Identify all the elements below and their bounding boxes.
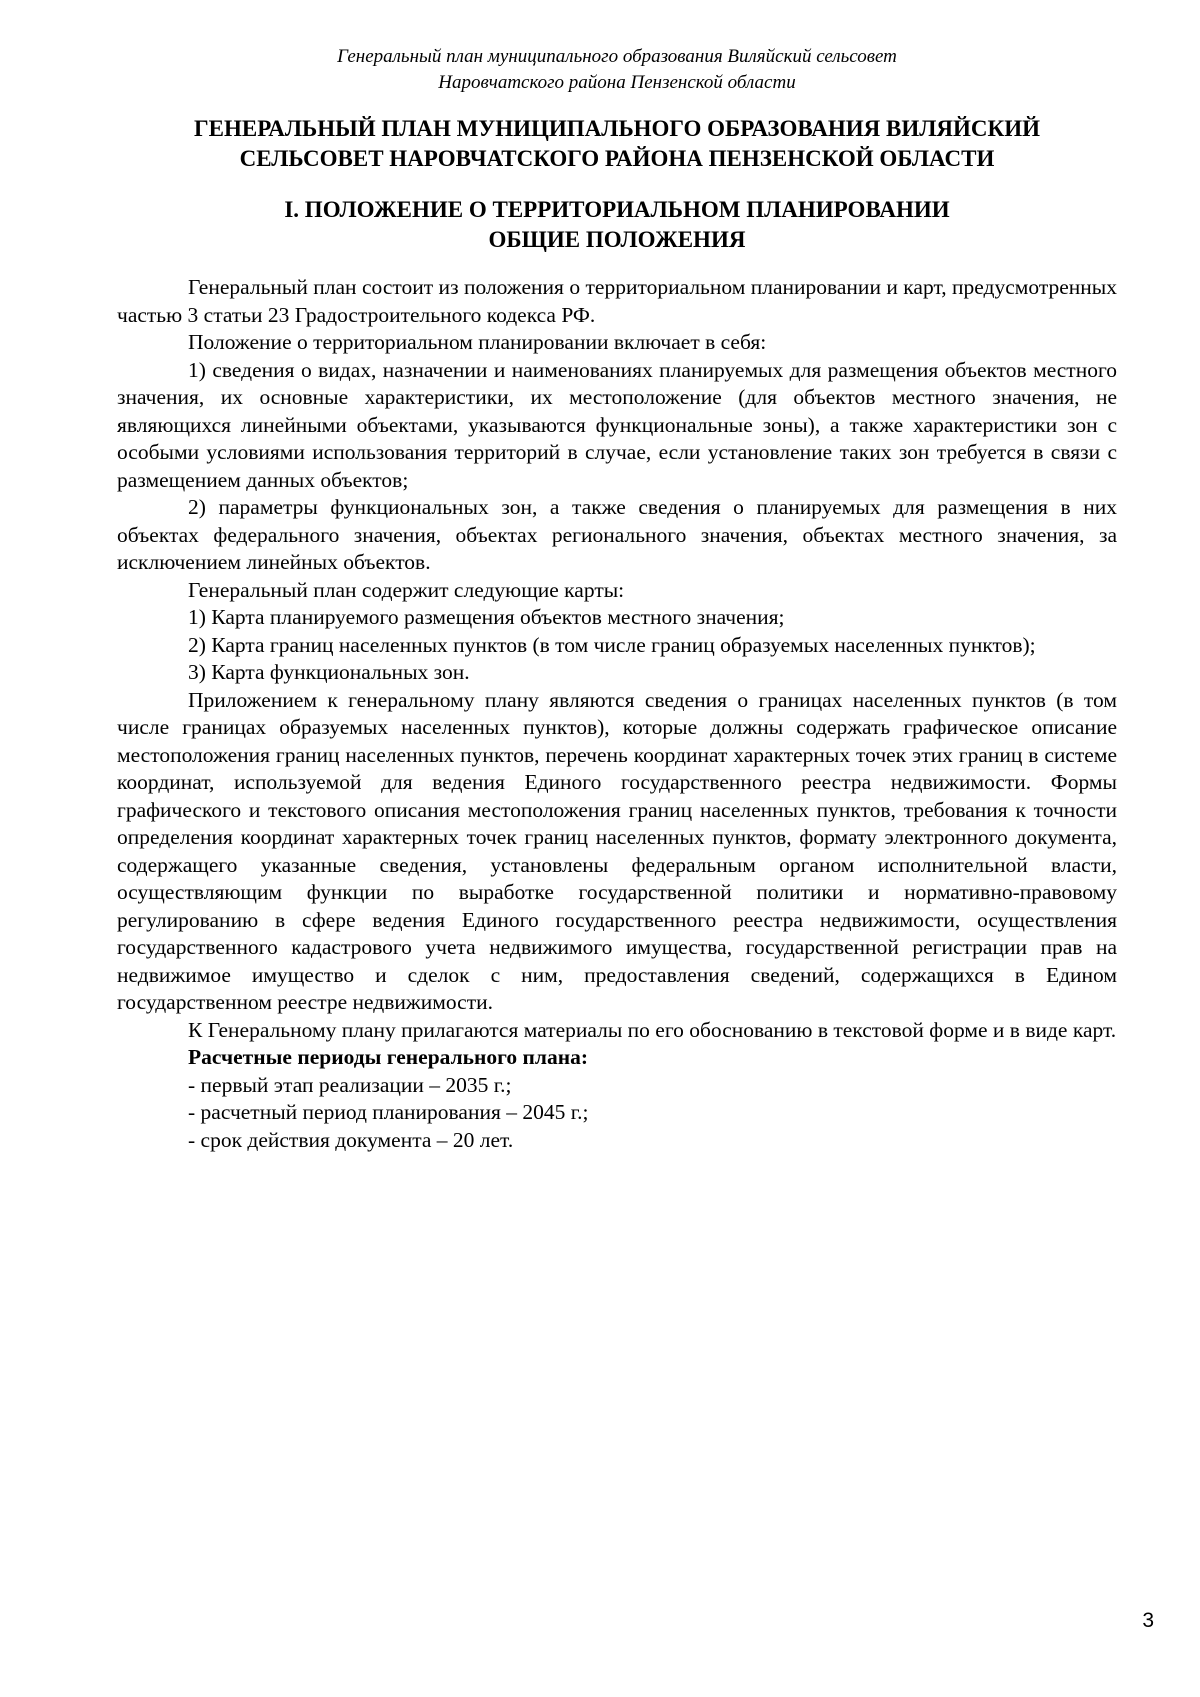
section-title-line-1: I. ПОЛОЖЕНИЕ О ТЕРРИТОРИАЛЬНОМ ПЛАНИРОВАНИИ xyxy=(284,197,950,222)
section-title xyxy=(117,195,1117,255)
paragraph: Генеральный план состоит из положения о территориальном планировании и карт, предусмотренных частью 3 статьи 23 Градостроительного кодекса РФ. xyxy=(117,275,1117,327)
paragraph: 1) сведения о видах, назначении и наименованиях планируемых для размещения объектов местного значения, их основные характеристики, их местоположение (для объектов местного значения, не являющихся линейными объектами, указываются функциональные зоны), а также характеристики зон с особыми условиями использования территорий в случае, если установление таких зон требуется в связи с размещением данных объектов; xyxy=(117,357,1117,492)
paragraph: Генеральный план содержит следующие карты: xyxy=(188,577,625,602)
page-number: 3 xyxy=(1142,1609,1154,1632)
running-header-line-2: Наровчатского района Пензенской области xyxy=(438,72,796,93)
paragraph: 2) параметры функциональных зон, а также сведения о планируемых для размещения в них объектах федерального значения, объектах регионального значения, объектах местного значения, за исключением линейных объектов. xyxy=(117,495,1117,574)
list-item: - срок действия документа – 20 лет. xyxy=(188,1127,514,1152)
document-body xyxy=(117,274,1117,1154)
paragraph: Приложением к генеральному плану являются сведения о границах населенных пунктов (в том числе границах образуемых населенных пунктов), которые должны содержать графическое описание местоположения границ населенных пунктов, перечень координат характерных точек этих границ в системе координат, используемой для ведения Единого государственного реестра недвижимости. Формы графического и текстового описания местоположения границ населенных пунктов, требования к точности определения координат характерных точек границ населенных пунктов, формату электронного документа, содержащего указанные сведения, установлены федеральным органом исполнительной власти, осуществляющим функции по выработке государственной политики и нормативно-правовому регулированию в сфере ведения Единого государственного реестра недвижимости, осуществления государственного кадастрового учета недвижимого имущества, государственной регистрации прав на недвижимое имущество и сделок с ним, предоставления сведений, содержащихся в Едином государственном реестре недвижимости. xyxy=(117,687,1117,1014)
document-title xyxy=(117,114,1117,174)
section-title-line-2: ОБЩИЕ ПОЛОЖЕНИЯ xyxy=(488,227,746,252)
running-header xyxy=(117,44,1117,96)
paragraph: К Генеральному плану прилагаются материалы по его обоснованию в текстовой форме и в виде карт. xyxy=(188,1017,1117,1042)
list-item: 2) Карта границ населенных пунктов (в том числе границ образуемых населенных пунктов); xyxy=(188,632,1036,657)
periods-heading: Расчетные периоды генерального плана: xyxy=(188,1045,589,1069)
running-header-line-1: Генеральный план муниципального образования Виляйский сельсовет xyxy=(337,46,897,67)
paragraph: Положение о территориальном планировании включает в себя: xyxy=(188,330,767,354)
document-title-line-2: СЕЛЬСОВЕТ НАРОВЧАТСКОГО РАЙОНА ПЕНЗЕНСКОЙ ОБЛАСТИ xyxy=(239,146,995,171)
list-item: 1) Карта планируемого размещения объектов местного значения; xyxy=(188,605,785,629)
list-item: 3) Карта функциональных зон. xyxy=(188,660,470,684)
list-item: - первый этап реализации – 2035 г.; xyxy=(188,1072,512,1097)
list-item: - расчетный период планирования – 2045 г.; xyxy=(188,1100,589,1124)
document-title-line-1: ГЕНЕРАЛЬНЫЙ ПЛАН МУНИЦИПАЛЬНОГО ОБРАЗОВАНИЯ ВИЛЯЙСКИЙ xyxy=(194,116,1040,141)
